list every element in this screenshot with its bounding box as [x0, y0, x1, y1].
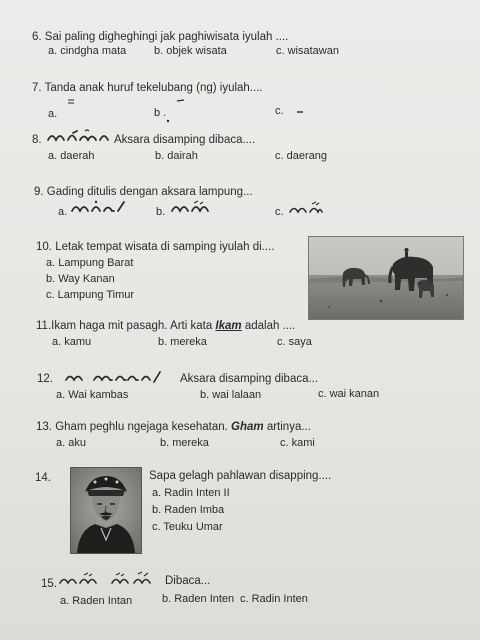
- lampung-script-q15: [58, 570, 158, 588]
- option-b: b. Raden Imba: [152, 504, 225, 516]
- option-b: b .: [154, 107, 167, 119]
- question-text: Letak tempat wisata di samping iyulah di....: [55, 241, 275, 253]
- question-text-end: adalah ....: [241, 320, 296, 332]
- question-text-end: artinya...: [263, 421, 311, 433]
- lampung-script-option-c: [288, 201, 324, 217]
- emphasized-word: Gham: [231, 421, 264, 433]
- option-c: c. wai kanan: [318, 388, 380, 400]
- question-text-start: Ikam haga mit pasagh. Arti kata: [51, 320, 216, 332]
- option-a: a. Wai kambas: [56, 389, 129, 401]
- option-c: c.: [275, 105, 284, 117]
- option-c: c. Teuku Umar: [152, 521, 223, 533]
- question-8-text: Aksara disamping dibaca....: [114, 134, 256, 146]
- question-8-number: 8.: [32, 134, 42, 146]
- question-number: 9.: [34, 186, 44, 198]
- question-number: 10.: [36, 241, 52, 253]
- aksara-mark-a: [67, 98, 77, 106]
- option-c: c. daerang: [275, 150, 327, 162]
- question-12-text: Aksara disamping dibaca...: [180, 373, 319, 385]
- option-a: a. Lampung Barat: [46, 257, 134, 269]
- emphasized-word: Ikam: [215, 320, 242, 332]
- option-b: b. mereka: [158, 336, 207, 348]
- option-b: b. dairah: [155, 150, 198, 162]
- question-text: Gading ditulis dengan aksara lampung...: [46, 186, 253, 198]
- question-6: [32, 31, 288, 43]
- option-a: a. cindgha mata: [48, 45, 127, 57]
- option-a: a. Raden Intan: [60, 595, 133, 607]
- option-c: c. saya: [277, 336, 312, 348]
- option-a: a.: [58, 206, 68, 218]
- question-15-text: Dibaca...: [165, 575, 211, 587]
- question-number: 13.: [36, 421, 52, 433]
- option-c: c.: [275, 206, 284, 218]
- option-c: c. Radin Inten: [240, 593, 308, 605]
- question-7: [32, 82, 263, 94]
- question-9: [34, 186, 253, 198]
- elephant-photo: [308, 236, 464, 320]
- question-number: 11.: [36, 320, 52, 332]
- question-10: [36, 241, 274, 253]
- question-13: [36, 421, 311, 433]
- option-a: a. daerah: [48, 150, 95, 162]
- question-11: [36, 320, 295, 332]
- lampung-script-option-b: [170, 199, 210, 217]
- question-14-number: 14.: [35, 472, 51, 484]
- question-text-start: Gham peghlu ngejaga kesehatan.: [55, 421, 232, 433]
- lampung-script-q12: [64, 369, 164, 385]
- hero-portrait: [70, 467, 142, 554]
- option-b: b.: [156, 206, 166, 218]
- question-text: Sai paling digheghingi jak paghiwisata iyulah ....: [44, 31, 289, 43]
- option-b: b. objek wisata: [154, 45, 227, 57]
- aksara-dot: [165, 118, 171, 124]
- option-b: b. wai lalaan: [200, 389, 262, 401]
- lampung-script-q8: [46, 128, 112, 146]
- lampung-script-option-a: [70, 199, 128, 217]
- question-12-number: 12.: [37, 373, 53, 385]
- option-a: a.: [48, 108, 58, 120]
- option-b: b. mereka: [160, 437, 209, 449]
- question-15-number: 15.: [41, 578, 57, 590]
- option-c: c. Lampung Timur: [46, 289, 135, 301]
- option-c: c. kami: [280, 437, 315, 449]
- question-text: Tanda anak huruf tekelubang (ng) iyulah....: [44, 82, 263, 94]
- option-b: b. Way Kanan: [46, 273, 115, 285]
- question-14-text: Sapa gelagh pahlawan disapping....: [149, 470, 332, 482]
- aksara-mark-c: [296, 109, 306, 115]
- option-a: a. kamu: [52, 336, 92, 348]
- option-a: a. aku: [56, 437, 86, 449]
- option-b: b. Raden Inten: [162, 593, 235, 605]
- aksara-mark-b: [176, 98, 186, 104]
- option-c: c. wisatawan: [276, 45, 339, 57]
- question-number: 6.: [32, 31, 42, 43]
- question-number: 7.: [32, 82, 42, 94]
- option-a: a. Radin Inten II: [152, 487, 230, 499]
